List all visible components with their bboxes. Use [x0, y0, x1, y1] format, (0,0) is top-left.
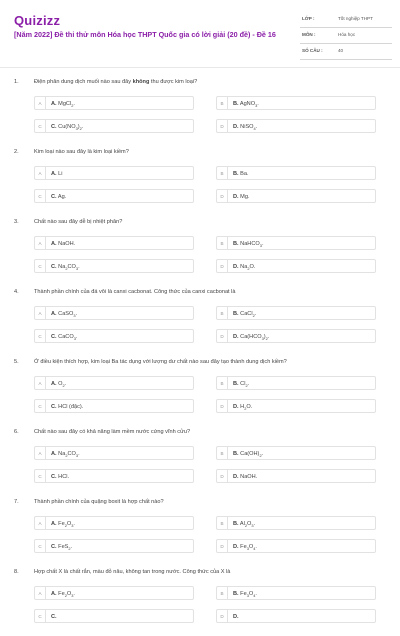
- option-text: HCl (đặc).: [58, 403, 84, 410]
- option-tail: $CO_3$.: [67, 450, 80, 458]
- option-key: A.: [51, 450, 57, 457]
- option-tail: )$_2$.: [77, 123, 84, 131]
- option-label: [233, 194, 250, 201]
- option-subscript: 2: [259, 452, 262, 458]
- option-letter: A: [35, 447, 46, 460]
- answer-option-d[interactable]: [216, 399, 376, 413]
- header-divider: [0, 67, 400, 68]
- question-text-part: Chất nào sau đây dễ bị nhiệt phân?: [34, 219, 123, 225]
- worksheet-header: [0, 0, 400, 70]
- option-tail: .: [261, 450, 264, 457]
- question-text: [34, 219, 384, 225]
- option-label: [233, 404, 252, 411]
- question-text: [34, 569, 384, 575]
- option-text: NiSO: [240, 123, 254, 130]
- option-letter: B: [217, 377, 228, 390]
- option-tail: $CO_3$.: [67, 263, 80, 271]
- option-label: [233, 474, 257, 481]
- question-text-part: Ở điều kiện thích hợp, kim loại Ba tác dụng với lượng dư chất nào sau đây tạo thành dung dịch kiềm?: [34, 359, 287, 365]
- option-label: [51, 591, 75, 598]
- option-key: B.: [233, 100, 239, 107]
- answer-option-b[interactable]: [216, 236, 376, 250]
- answer-option-c[interactable]: [34, 119, 194, 133]
- answer-option-a[interactable]: [34, 96, 194, 110]
- option-text: HCl.: [58, 473, 70, 480]
- option-label: [233, 101, 259, 108]
- option-key: C.: [51, 403, 57, 410]
- option-tail: .: [75, 333, 78, 340]
- option-key: A.: [51, 310, 57, 317]
- option-text: MgCl: [58, 100, 72, 107]
- option-text: Li: [58, 170, 63, 177]
- question-text-emphasis: không: [132, 79, 150, 85]
- meta-row-question-count: [300, 44, 392, 60]
- question-number: 7.: [14, 499, 19, 505]
- option-tail: .: [64, 380, 67, 387]
- option-text: Ba: [240, 170, 247, 177]
- option-label: [51, 334, 77, 341]
- option-text: Cu(NO: [58, 123, 76, 130]
- option-letter: A: [35, 307, 46, 320]
- question-text: [34, 149, 384, 155]
- option-letter: B: [217, 517, 228, 530]
- meta-label: SỐ CÂU :: [302, 48, 323, 53]
- option-key: D.: [233, 263, 239, 270]
- option-letter: C: [35, 190, 46, 203]
- option-letter: D: [217, 400, 228, 413]
- answer-option-a[interactable]: [34, 166, 194, 180]
- option-tail: .: [255, 123, 258, 130]
- answer-option-a[interactable]: [34, 306, 194, 320]
- answer-option-a[interactable]: [34, 446, 194, 460]
- option-text: Fe: [58, 590, 65, 597]
- option-key: A.: [51, 520, 57, 527]
- question-number: 8.: [14, 569, 19, 575]
- option-text: CaCO: [58, 333, 74, 340]
- answer-option-c[interactable]: [34, 469, 194, 483]
- option-text: NaHCO: [240, 240, 260, 247]
- option-key: D.: [233, 613, 239, 620]
- option-label: [233, 171, 249, 178]
- option-tail: .: [70, 543, 73, 550]
- option-label: [233, 521, 255, 528]
- question-text: [34, 429, 384, 435]
- question-text: [34, 79, 384, 85]
- option-key: B.: [233, 450, 239, 457]
- option-subscript: 2: [65, 452, 68, 458]
- option-letter: B: [217, 447, 228, 460]
- option-subscript: 2: [68, 545, 71, 551]
- option-subscript: 2: [64, 592, 67, 598]
- answer-option-d[interactable]: [216, 329, 376, 343]
- option-key: C.: [51, 543, 57, 550]
- option-key: C.: [51, 123, 57, 130]
- meta-label: MÔN :: [302, 32, 316, 37]
- question-list: [0, 76, 400, 636]
- answer-option-c[interactable]: [34, 259, 194, 273]
- answer-option-c[interactable]: [34, 399, 194, 413]
- option-letter: D: [217, 540, 228, 553]
- option-text: Na: [240, 263, 248, 270]
- option-subscript: 3: [255, 102, 258, 108]
- answer-option-b[interactable]: [216, 446, 376, 460]
- option-tail: $O_3$.: [66, 520, 75, 528]
- option-subscript: 3: [261, 335, 264, 341]
- question-2: [0, 146, 400, 216]
- question-text-part: Thành phần chính của đá vôi là canxi cacbonat. Công thức của canxi cacbonat là: [34, 289, 236, 295]
- worksheet-title: [Năm 2022] Đề thi thử môn Hóa học THPT Quốc gia có lời giải (20 đề) - Đề 16: [14, 30, 276, 39]
- option-label: [233, 614, 239, 621]
- option-key: B.: [233, 310, 239, 317]
- option-text: Fe: [58, 520, 65, 527]
- option-text: Cl: [240, 380, 246, 387]
- option-label: [233, 264, 255, 271]
- question-8: [0, 566, 400, 636]
- option-key: D.: [233, 403, 239, 410]
- option-tail: .: [257, 100, 259, 107]
- option-text: Ca(HCO: [240, 333, 262, 340]
- option-tail: O.: [249, 263, 256, 270]
- option-label: [51, 474, 69, 481]
- answer-option-c[interactable]: [34, 189, 194, 203]
- option-tail: $O_4$.: [248, 590, 257, 598]
- question-text-part: thu được kim loại?: [149, 79, 198, 85]
- question-text-part: Hợp chất X là chất rắn, màu đỏ nâu, không tan trong nước. Công thức của X là: [34, 569, 231, 575]
- option-text: NaOH: [58, 240, 74, 247]
- option-key: B.: [233, 590, 239, 597]
- question-number: 1.: [14, 79, 19, 85]
- question-number: 2.: [14, 149, 19, 155]
- meta-row-subject: [300, 28, 392, 44]
- option-tail: .: [261, 240, 264, 247]
- option-text: Mg: [240, 193, 248, 200]
- option-subscript: 2: [247, 265, 250, 271]
- question-number: 5.: [14, 359, 19, 365]
- option-tail: $O_3$.: [247, 520, 256, 528]
- question-text-part: Thành phần chính của quặng boxit là hợp chất nào?: [34, 499, 164, 505]
- option-label: [233, 124, 257, 131]
- option-letter: A: [35, 237, 46, 250]
- option-letter: C: [35, 610, 46, 623]
- question-number: 6.: [14, 429, 19, 435]
- option-letter: A: [35, 97, 46, 110]
- option-label: [233, 451, 263, 458]
- option-letter: D: [217, 260, 228, 273]
- option-letter: A: [35, 167, 46, 180]
- option-key: B.: [233, 240, 239, 247]
- answer-option-d[interactable]: [216, 469, 376, 483]
- option-label: [51, 521, 75, 528]
- option-key: A.: [51, 240, 57, 247]
- option-tail: .: [73, 240, 76, 247]
- option-label: [51, 451, 80, 458]
- option-label: [233, 241, 264, 248]
- option-key: D.: [233, 473, 239, 480]
- question-4: [0, 286, 400, 356]
- option-letter: D: [217, 470, 228, 483]
- option-subscript: 2: [244, 405, 247, 411]
- question-text: [34, 499, 384, 505]
- option-label: [51, 171, 63, 178]
- question-text-part: Chất nào sau đây có khả năng làm mềm nước cứng vĩnh cửu?: [34, 429, 191, 435]
- option-label: [51, 404, 83, 411]
- option-tail: .: [247, 170, 249, 177]
- meta-value: 40: [338, 48, 344, 53]
- question-text: [34, 289, 384, 295]
- option-subscript: 3: [73, 312, 76, 318]
- option-letter: C: [35, 470, 46, 483]
- option-key: B.: [233, 170, 239, 177]
- answer-option-c[interactable]: [34, 539, 194, 553]
- option-letter: C: [35, 330, 46, 343]
- question-text: [34, 359, 384, 365]
- question-6: [0, 426, 400, 496]
- option-letter: C: [35, 260, 46, 273]
- question-1: [0, 76, 400, 146]
- option-letter: C: [35, 540, 46, 553]
- option-tail: O.: [246, 403, 253, 410]
- answer-option-a[interactable]: [34, 376, 194, 390]
- option-text: Na: [58, 450, 66, 457]
- option-letter: A: [35, 517, 46, 530]
- question-5: [0, 356, 400, 426]
- option-label: [233, 544, 257, 551]
- option-key: D.: [233, 193, 239, 200]
- answer-option-b[interactable]: [216, 586, 376, 600]
- option-tail: .: [75, 310, 78, 317]
- option-subscript: 2: [252, 312, 255, 318]
- option-label: [51, 241, 75, 248]
- option-label: [51, 614, 57, 621]
- option-key: C.: [51, 333, 57, 340]
- answer-option-d[interactable]: [216, 119, 376, 133]
- answer-option-c[interactable]: [34, 609, 194, 623]
- option-label: [51, 311, 77, 318]
- option-subscript: 2: [64, 522, 67, 528]
- option-key: D.: [233, 543, 239, 550]
- option-label: [51, 381, 66, 388]
- option-key: A.: [51, 380, 57, 387]
- option-tail: $O_4$.: [248, 543, 257, 551]
- option-subscript: 2: [65, 265, 68, 271]
- option-key: D.: [233, 123, 239, 130]
- option-label: [51, 544, 72, 551]
- option-key: C.: [51, 193, 57, 200]
- answer-option-a[interactable]: [34, 236, 194, 250]
- meta-row-class: [300, 12, 392, 28]
- meta-label: LỚP :: [302, 16, 315, 21]
- answer-option-d[interactable]: [216, 609, 376, 623]
- option-subscript: 2: [62, 382, 65, 388]
- answer-option-b[interactable]: [216, 96, 376, 110]
- answer-option-d[interactable]: [216, 189, 376, 203]
- option-letter: D: [217, 120, 228, 133]
- option-tail: $O_3$.: [66, 590, 75, 598]
- option-subscript: 2: [245, 382, 248, 388]
- option-text: Ca(OH): [240, 450, 260, 457]
- option-subscript: 3: [246, 592, 249, 598]
- option-letter: C: [35, 400, 46, 413]
- option-letter: B: [217, 167, 228, 180]
- option-letter: C: [35, 120, 46, 133]
- option-letter: B: [217, 587, 228, 600]
- option-key: A.: [51, 170, 57, 177]
- option-tail: .: [247, 193, 250, 200]
- option-letter: B: [217, 307, 228, 320]
- option-letter: A: [35, 587, 46, 600]
- option-text: CaSO: [58, 310, 74, 317]
- question-7: [0, 496, 400, 566]
- option-tail: )$_2$.: [263, 333, 270, 341]
- option-subscript: 3: [259, 242, 262, 248]
- option-key: C.: [51, 263, 57, 270]
- option-key: A.: [51, 100, 57, 107]
- option-key: C.: [51, 613, 57, 620]
- answer-option-b[interactable]: [216, 306, 376, 320]
- option-key: B.: [233, 520, 239, 527]
- option-text: Fe: [240, 543, 247, 550]
- worksheet-meta: [300, 12, 392, 60]
- answer-option-a[interactable]: [34, 586, 194, 600]
- option-subscript: 3: [75, 125, 78, 131]
- option-label: [51, 194, 66, 201]
- option-label: [51, 264, 80, 271]
- quizizz-logo: Quizizz: [14, 13, 61, 28]
- option-key: A.: [51, 590, 57, 597]
- option-text: Fe: [240, 590, 247, 597]
- option-label: [51, 124, 83, 131]
- option-text: H: [240, 403, 245, 410]
- option-letter: D: [217, 610, 228, 623]
- answer-option-d[interactable]: [216, 259, 376, 273]
- option-text: O: [58, 380, 63, 387]
- option-letter: B: [217, 97, 228, 110]
- option-text: CaCl: [240, 310, 253, 317]
- option-subscript: 2: [244, 522, 248, 528]
- option-label: [51, 101, 75, 108]
- option-label: [233, 381, 249, 388]
- option-label: [233, 311, 256, 318]
- option-letter: D: [217, 190, 228, 203]
- question-text-part: Điện phân dung dịch muối nào sau đây: [34, 79, 133, 85]
- option-text: NaOH.: [240, 473, 258, 480]
- question-3: [0, 216, 400, 286]
- option-tail: .: [254, 310, 257, 317]
- option-letter: B: [217, 237, 228, 250]
- option-key: D.: [233, 333, 239, 340]
- option-key: B.: [233, 380, 239, 387]
- answer-option-b[interactable]: [216, 516, 376, 530]
- option-text: FeS: [58, 543, 69, 550]
- question-number: 4.: [14, 289, 19, 295]
- answer-option-c[interactable]: [34, 329, 194, 343]
- option-tail: .: [73, 100, 75, 107]
- option-subscript: 3: [246, 545, 249, 551]
- question-number: 3.: [14, 219, 19, 225]
- option-subscript: 4: [253, 125, 256, 131]
- answer-option-b[interactable]: [216, 376, 376, 390]
- option-text: AgNO: [239, 100, 256, 107]
- option-text: Al: [239, 520, 245, 527]
- option-letter: A: [35, 377, 46, 390]
- meta-value: Hóa học: [338, 32, 356, 37]
- meta-value: Tốt nghiệp THPT: [338, 16, 373, 21]
- answer-option-a[interactable]: [34, 516, 194, 530]
- option-text: Na: [58, 263, 66, 270]
- option-label: [233, 334, 269, 341]
- option-tail: .: [64, 193, 67, 200]
- option-subscript: 3: [73, 335, 76, 341]
- option-text: Ag: [57, 193, 65, 200]
- option-subscript: 2: [71, 102, 74, 108]
- answer-option-d[interactable]: [216, 539, 376, 553]
- answer-option-b[interactable]: [216, 166, 376, 180]
- option-letter: D: [217, 330, 228, 343]
- option-tail: .: [247, 380, 250, 387]
- question-text-part: Kim loại nào sau đây là kim loại kiềm?: [34, 149, 129, 155]
- option-key: C.: [51, 473, 57, 480]
- option-label: [233, 591, 257, 598]
